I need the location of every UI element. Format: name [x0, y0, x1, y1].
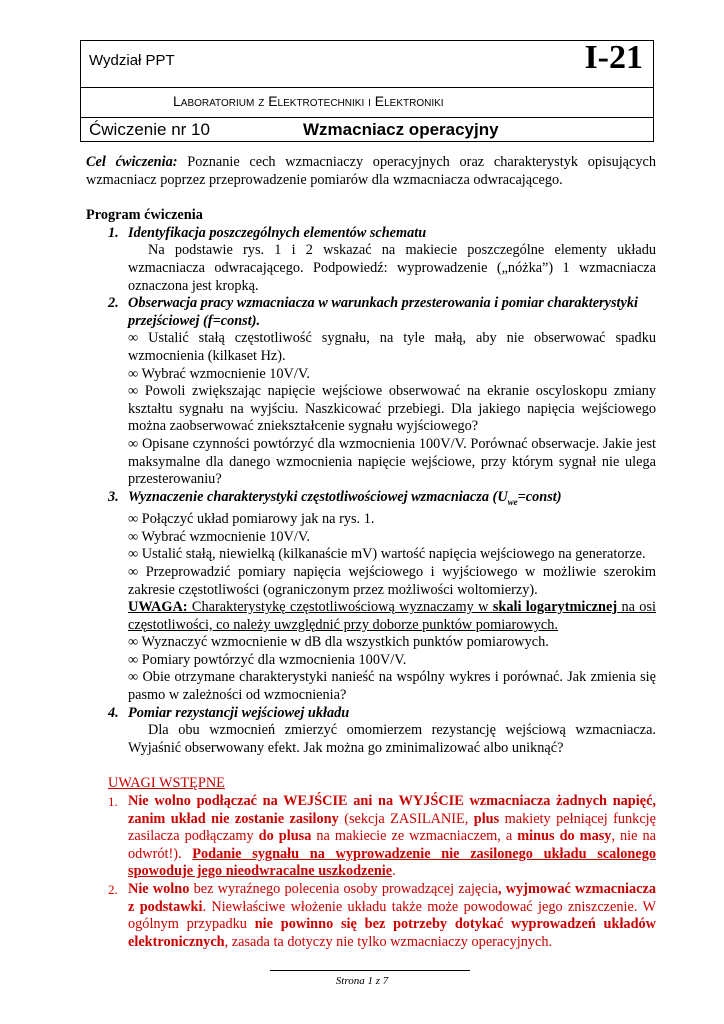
- warning-2: 2. Nie wolno bez wyraźnego polecenia osoby prowadzącej zajęcia, wyjmować wzmacniacza z podstawki. Niewłaściwe włożenie układu także może powodować jego zniszczenie. W ogólnym przypadku nie powinno się bez potrzeby dotykać wyprowadzeń układów elektronicznych, zasada ta dotyczy nie tylko wzmacniaczy operacyjnych.: [108, 881, 657, 950]
- program-item-3: [108, 488, 656, 705]
- item-title: Identyfikacja poszczególnych elementów schematu: [128, 224, 427, 241]
- item-title: Pomiar rezystancji wejściowej układu: [128, 704, 350, 721]
- exercise-topic: Wzmacniacz operacyjny: [303, 120, 499, 139]
- bullet-item: ∞ Wyznaczyć wzmocnienie w dB dla wszystkich punktów pomiarowych.: [128, 634, 549, 651]
- item-title: Wyznaczenie charakterystyki częstotliwościowej wzmacniacza $(U_{we}=const)$: [128, 488, 562, 507]
- bullet-item: ∞ Obie otrzymane charakterystyki nanieść na wspólny wykres i porównać. Jak zmienia się pasmo w zależności od wzmocnienia?: [128, 669, 656, 704]
- note-paragraph: UWAGA: Charakterystykę częstotliwościową wyznaczamy w skali logarytmicznej na osi częstotliwości, co należy uwzględnić przy doborze punktów pomiarowych.: [128, 599, 656, 633]
- exercise-number: Ćwiczenie nr 10: [89, 120, 210, 139]
- document-body: [86, 154, 656, 951]
- lab-title: Laboratorium z Elektrotechniki i Elektroniki: [173, 93, 444, 109]
- program-title: Program ćwiczenia: [86, 207, 203, 224]
- item-number: 4.: [108, 704, 119, 721]
- document-code: I-21: [584, 39, 643, 76]
- footer-divider: [270, 970, 470, 971]
- goal-paragraph: [86, 154, 656, 189]
- warnings-title: UWAGI WSTĘPNE: [108, 775, 225, 792]
- bullet-item: ∞ Ustalić stałą, niewielką (kilkanaście mV) wartość napięcia wejściowego na generatorze.: [128, 546, 646, 563]
- item-text: Dla obu wzmocnień zmierzyć omomierzem rezystancję wejściową wzmacniacza. Wyjaśnić obserwowany efekt. Jak można go zminimalizować albo uniknąć?: [128, 722, 656, 756]
- item-number: 2.: [108, 295, 119, 312]
- program-item-4: [108, 704, 656, 758]
- program-item-2: [108, 295, 656, 489]
- item-text: Na podstawie rys. 1 i 2 wskazać na makiecie poszczególne elementy układu wzmacniacza odwracającego. Podpowiedź: wyprowadzenie („nóżka”) 1 wzmacniacza oznaczona jest kropką.: [128, 242, 656, 294]
- goal-label: Cel ćwiczenia:: [86, 154, 178, 170]
- item-number: 1.: [108, 224, 119, 241]
- bullet-item: ∞ Powoli zwiększając napięcie wejściowe obserwować na ekranie oscyloskopu zmiany kształtu sygnału na wyjściu. Naszkicować przebiegi. Dla jakiego napięcia wejściowego można zaobserwować zniekształcenie sygnału wyjściowego?: [128, 383, 656, 435]
- warning-1: 1. Nie wolno podłączać na WEJŚCIE ani na WYJŚCIE wzmacniacza żadnych napięć, zanim układ nie zostanie zasilony (sekcja ZASILANIE, plus makiety pełniącej funkcję zasilacza podłączamy do plusa na makiecie ze wzmacniaczem, a minus do masy, nie na odwrót!). Podanie sygnału na wyprowadzenie nie zasilonego układu scalonego spowoduje jego nieodwracalne uszkodzenie.: [108, 793, 656, 880]
- goal-text: Poznanie cech wzmacniaczy operacyjnych oraz charakterystyk opisujących wzmacniacz poprzez przeprowadzenie pomiarów dla wzmacniacza odwracającego.: [86, 154, 657, 188]
- bullet-item: ∞ Wybrać wzmocnienie 10V/V.: [128, 528, 310, 545]
- warning-number: 2.: [108, 882, 118, 898]
- note-emphasis: skali logarytmicznej: [492, 599, 618, 616]
- bullet-item: ∞ Połączyć układ pomiarowy jak na rys. 1.: [128, 511, 375, 528]
- note-label: UWAGA:: [128, 599, 188, 616]
- warning-number: 1.: [108, 794, 118, 810]
- program-item-1: [108, 224, 656, 295]
- bullet-item: ∞ Ustalić stałą częstotliwość sygnału, na tyle małą, aby nie obserwować spadku wzmocnienia (kilkaset Hz).: [128, 330, 656, 364]
- bullet-item: ∞ Przeprowadzić pomiary napięcia wejściowego i wyjściowego w możliwie szerokim zakresie częstotliwości (ograniczonym przez możliwości woltomierzy).: [128, 563, 656, 598]
- item-title: Obserwacja pracy wzmacniacza w warunkach przesterowania i pomiar charakterystyki przejściowej (f=const).: [128, 295, 638, 329]
- bullet-item: ∞ Wybrać wzmocnienie 10V/V.: [128, 365, 310, 382]
- item-number: 3.: [108, 488, 119, 505]
- bullet-item: ∞ Pomiary powtórzyć dla wzmocnienia 100V/V.: [128, 651, 407, 668]
- page-number: Strona 1 z 7: [335, 975, 389, 987]
- bullet-item: ∞ Opisane czynności powtórzyć dla wzmocnienia 100V/V. Porównać obserwacje. Jakie jest maksymalne dla danego wzmocnienia napięcie wejściowe, przy którym sygnał nie ulega przesterowaniu?: [128, 435, 656, 488]
- document-header: [80, 40, 654, 142]
- header-divider: [81, 87, 653, 88]
- department-label: Wydział PPT: [89, 52, 175, 69]
- header-divider-2: [81, 117, 653, 118]
